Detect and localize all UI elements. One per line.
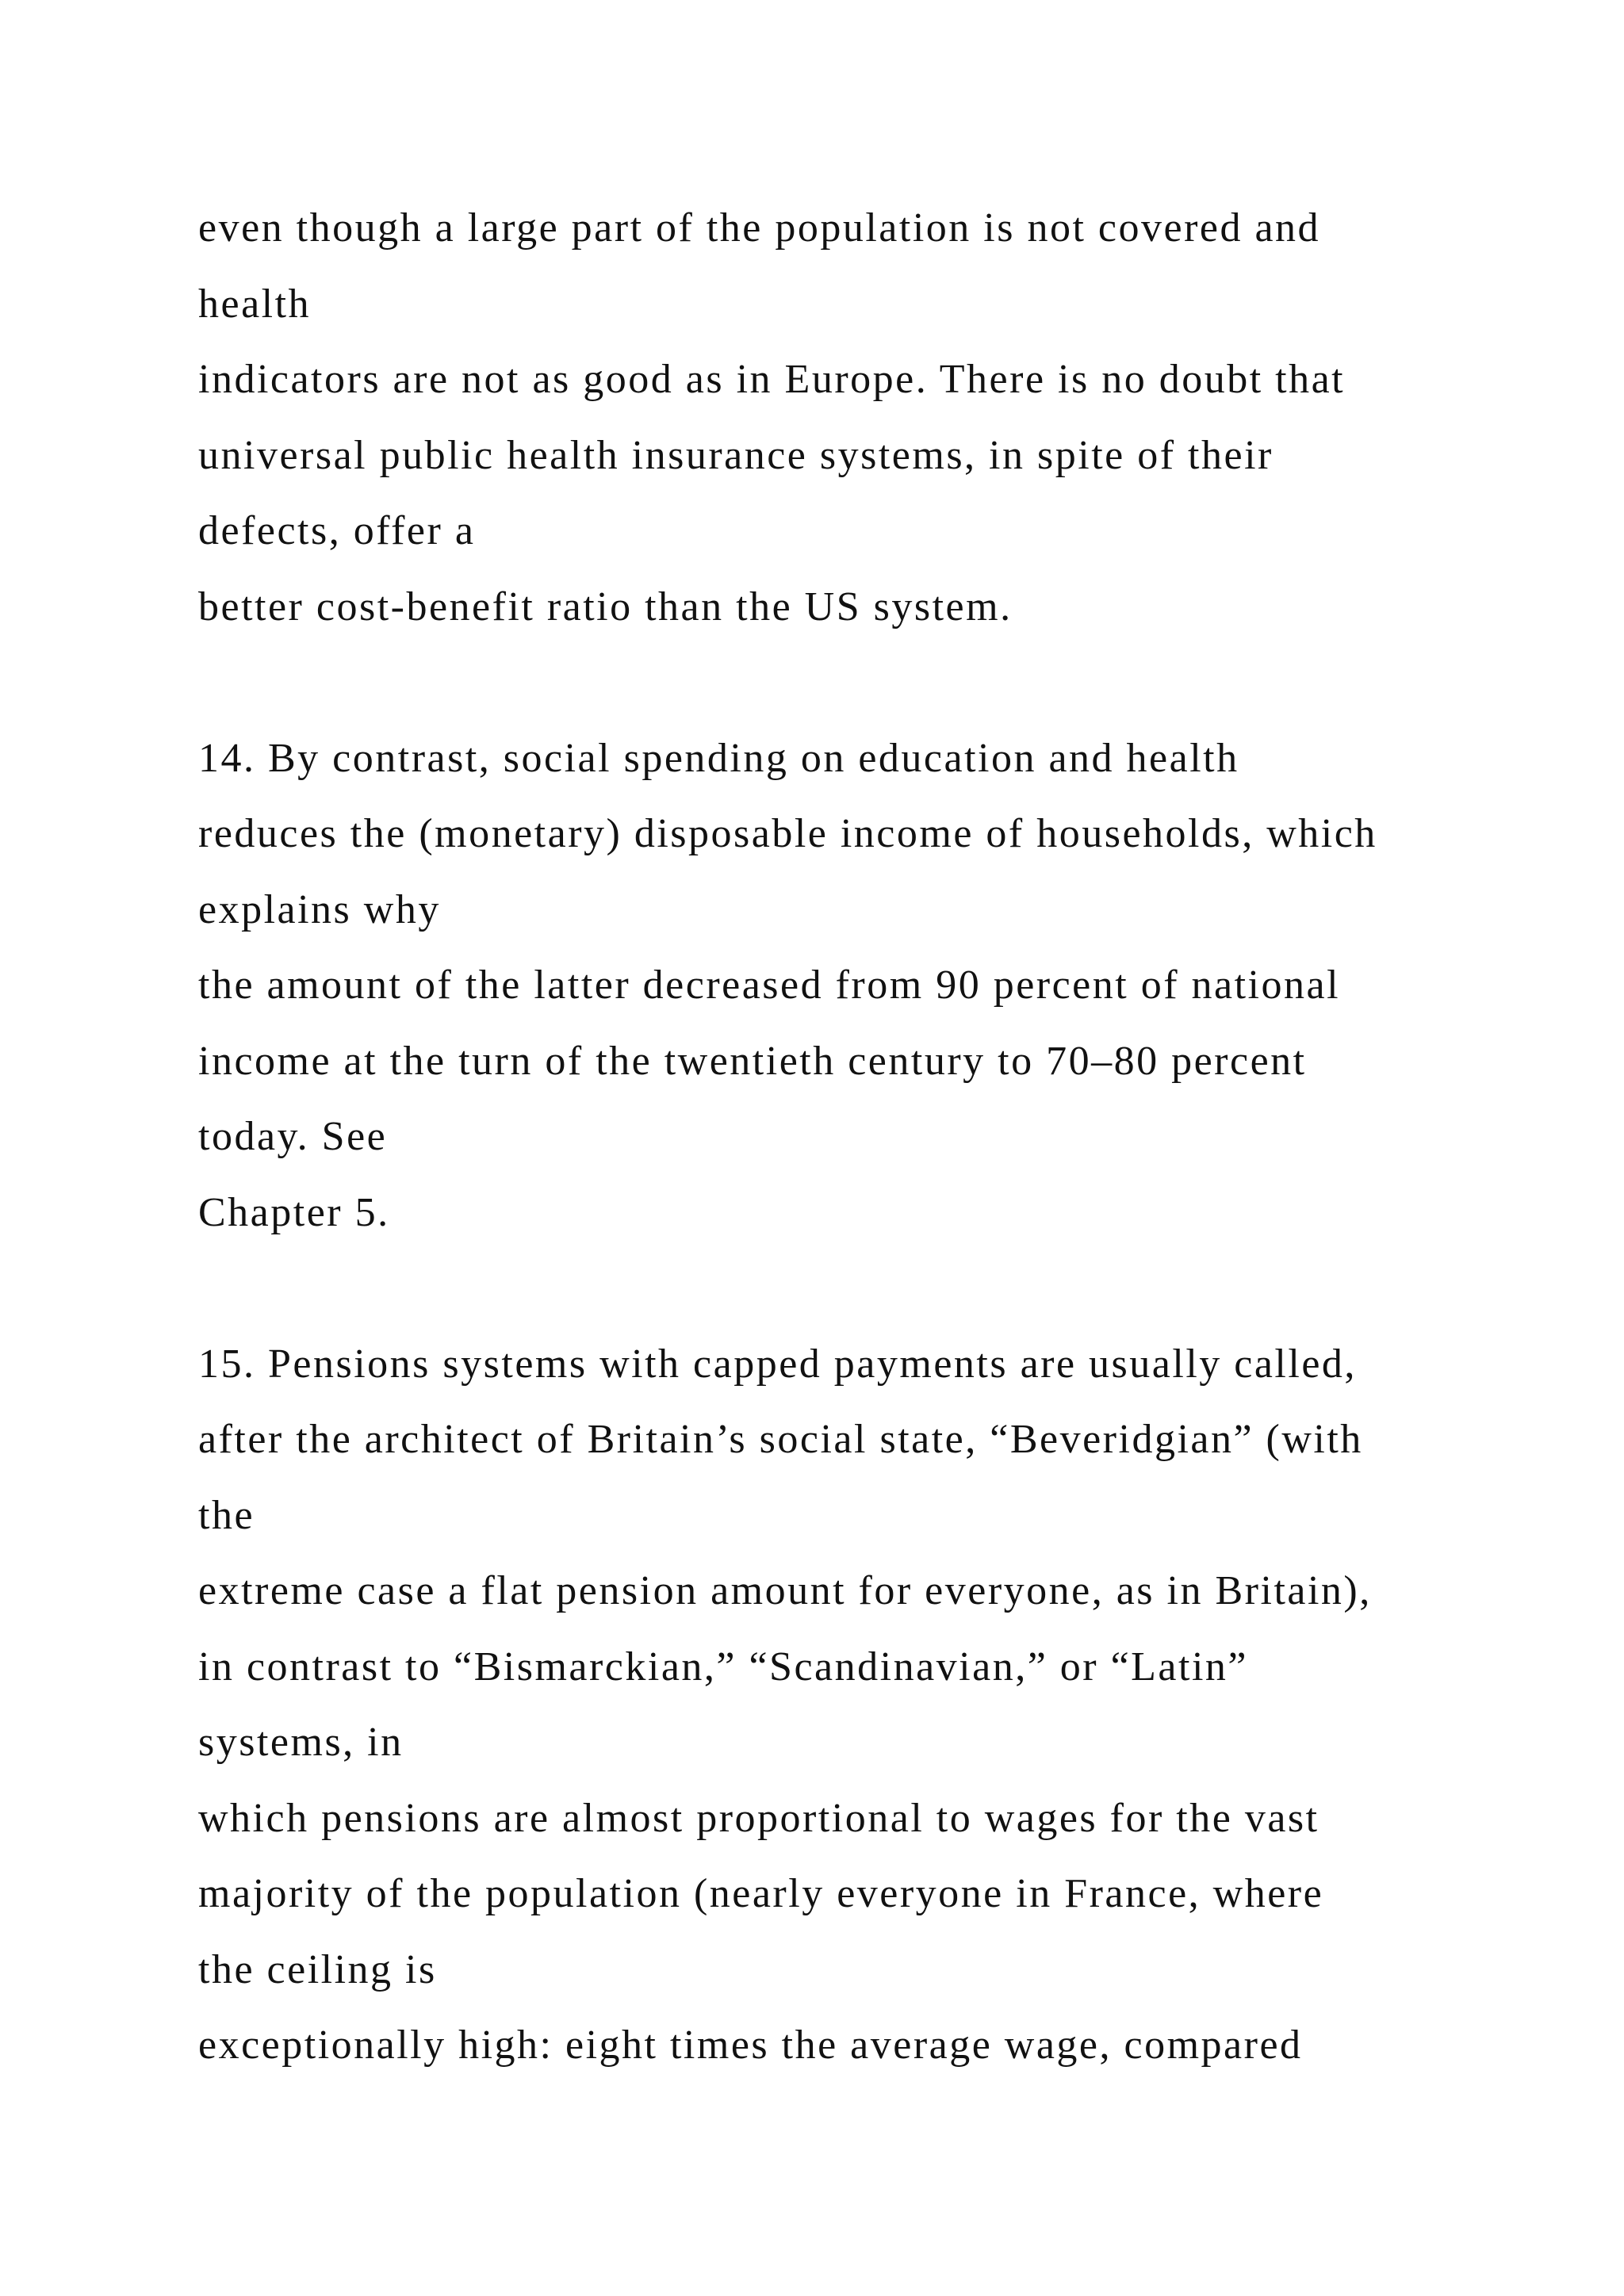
paragraph-gap xyxy=(198,1250,1546,1326)
footnote-15-line: after the architect of Britain’s social state, “Beveridgian” (with xyxy=(198,1417,1363,1462)
footnote-15-line: 15. Pensions systems with capped payments are usually called, xyxy=(198,1341,1357,1387)
text-line: even though a large part of the population is not covered and xyxy=(198,205,1321,251)
footnote-15-line: in contrast to “Bismarckian,” “Scandinavian,” or “Latin” xyxy=(198,1644,1248,1689)
footnote-15-line: majority of the population (nearly everyone in France, where xyxy=(198,1871,1324,1916)
text-line: health xyxy=(198,281,312,327)
footnote-15-line: the ceiling is xyxy=(198,1946,437,1992)
footnote-14-line: explains why xyxy=(198,886,441,932)
footnote-14-line: income at the turn of the twentieth century to 70–80 percent xyxy=(198,1038,1307,1084)
footnote-14-line: reduces the (monetary) disposable income of households, which xyxy=(198,811,1377,856)
text-line: universal public health insurance systems, in spite of their xyxy=(198,432,1274,478)
text-line: defects, offer a xyxy=(198,508,476,553)
footnote-15-line: the xyxy=(198,1492,255,1538)
footnote-15-line: extreme case a flat pension amount for everyone, as in Britain), xyxy=(198,1568,1372,1613)
footnote-14-line: 14. By contrast, social spending on education and health xyxy=(198,735,1239,781)
footnote-15-line: exceptionally high: eight times the average wage, compared xyxy=(198,2022,1303,2068)
document-body-text xyxy=(198,190,1546,2084)
footnote-15-line: which pensions are almost proportional to wages for the vast xyxy=(198,1795,1320,1841)
text-line: indicators are not as good as in Europe. There is no doubt that xyxy=(198,357,1346,402)
text-line: better cost-benefit ratio than the US system. xyxy=(198,584,1013,629)
footnote-14-line: the amount of the latter decreased from 90 percent of national xyxy=(198,962,1341,1008)
footnote-14-line: today. See xyxy=(198,1114,388,1159)
footnote-14-line: Chapter 5. xyxy=(198,1189,390,1235)
footnote-15-line: systems, in xyxy=(198,1720,404,1765)
paragraph-gap xyxy=(198,645,1546,721)
